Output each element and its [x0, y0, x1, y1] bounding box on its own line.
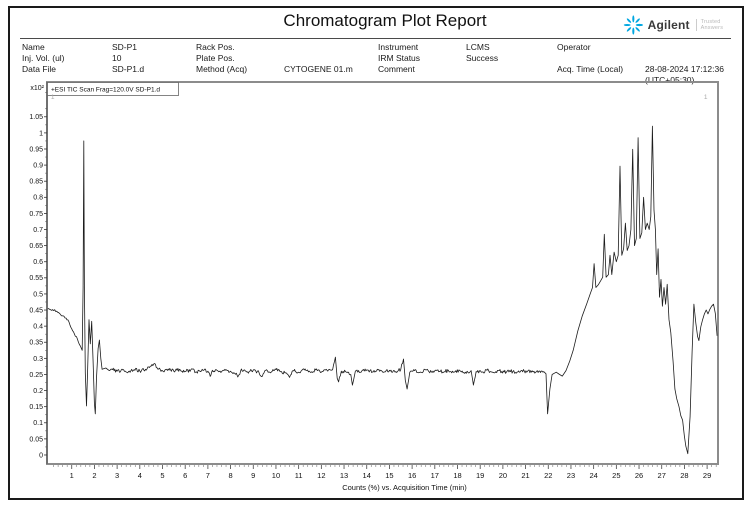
info-label: IRM Status — [378, 53, 421, 63]
y-tick-label: 0.15 — [29, 404, 43, 412]
y-tick-label: 0.6 — [33, 259, 43, 267]
info-value: Success — [466, 53, 499, 63]
x-tick-label: 17 — [430, 471, 439, 480]
x-tick-label: 14 — [362, 471, 371, 480]
x-tick-label: 1 — [69, 471, 74, 480]
y-tick-label: 0.35 — [29, 339, 43, 347]
y-tick-label: 0 — [39, 452, 43, 460]
y-tick-label: 0.55 — [29, 275, 43, 283]
info-value: LCMS — [466, 42, 490, 52]
info-label: Comment — [378, 64, 415, 74]
info-label: Inj. Vol. (ul) — [22, 53, 65, 63]
x-tick-label: 26 — [634, 471, 644, 480]
info-label: Rack Pos. — [196, 42, 235, 52]
x-tick-label: 8 — [228, 471, 233, 480]
x-tick-label: 29 — [702, 471, 712, 480]
x-tick-label: 15 — [385, 471, 394, 480]
y-tick-label: 0.7 — [33, 226, 43, 234]
y-tick-label: 0.2 — [33, 387, 43, 395]
y-tick-label: 1.05 — [29, 114, 43, 122]
y-tick-label: 0.65 — [29, 243, 43, 251]
x-tick-label: 13 — [339, 471, 349, 480]
y-scale-label: x10² — [30, 85, 44, 92]
y-tick-label: 0.95 — [29, 146, 43, 154]
x-tick-label: 4 — [137, 471, 142, 480]
info-label: Method (Acq) — [196, 64, 248, 74]
x-tick-label: 27 — [657, 471, 666, 480]
x-tick-label: 6 — [183, 471, 188, 480]
x-tick-label: 7 — [205, 471, 210, 480]
info-label: Data File — [22, 64, 57, 74]
x-tick-label: 12 — [317, 471, 326, 480]
y-tick-label: 0.5 — [33, 291, 43, 299]
x-tick-label: 2 — [92, 471, 97, 480]
y-tick-label: 0.75 — [29, 210, 43, 218]
y-tick-label: 0.85 — [29, 178, 43, 186]
info-label: Plate Pos. — [196, 53, 235, 63]
info-value: SD-P1.d — [112, 64, 145, 74]
y-tick-label: 0.25 — [29, 371, 43, 379]
x-tick-label: 16 — [407, 471, 417, 480]
x-tick-label: 22 — [544, 471, 553, 480]
x-tick-label: 5 — [160, 471, 165, 480]
x-tick-label: 25 — [612, 471, 621, 480]
x-tick-label: 18 — [453, 471, 462, 480]
y-tick-label: 0.3 — [33, 355, 43, 363]
plot-frame — [47, 82, 718, 464]
y-tick-label: 0.9 — [33, 162, 43, 170]
y-tick-label: 0.1 — [33, 420, 43, 428]
x-tick-label: 28 — [680, 471, 689, 480]
info-label: Acq. Time (Local) — [557, 64, 624, 74]
x-axis-title: Counts (%) vs. Acquisition Time (min) — [342, 483, 467, 492]
page-title: Chromatogram Plot Report — [283, 11, 487, 30]
x-tick-label: 11 — [294, 471, 303, 480]
y-tick-label: 0.8 — [33, 194, 43, 202]
y-tick-label: 0.4 — [33, 323, 43, 331]
region-label: 1 — [703, 94, 708, 101]
agilent-brand-text: Agilent — [647, 18, 690, 32]
x-tick-label: 23 — [566, 471, 576, 480]
region-label: 1 — [50, 94, 55, 101]
x-tick-label: 24 — [589, 471, 598, 480]
y-tick-label: 1 — [39, 130, 43, 138]
x-tick-label: 20 — [498, 471, 508, 480]
info-label: Operator — [557, 42, 591, 52]
info-label: Instrument — [378, 42, 419, 52]
x-tick-label: 21 — [521, 471, 530, 480]
info-value: SD-P1 — [112, 42, 138, 52]
y-tick-label: 0.05 — [29, 436, 43, 444]
info-label: Name — [22, 42, 45, 52]
x-tick-label: 19 — [476, 471, 485, 480]
info-value: 10 — [112, 53, 122, 63]
agilent-tagline: Trusted Answers — [700, 19, 724, 31]
x-tick-label: 9 — [251, 471, 256, 480]
x-tick-label: 3 — [115, 471, 120, 480]
info-value: 28-08-2024 17:12:36 (UTC+05:30) — [645, 64, 727, 85]
x-tick-label: 10 — [271, 471, 281, 480]
trace-annotation-text: +ESI TIC Scan Frag=120.0V SD-P1.d — [51, 86, 160, 94]
info-value: CYTOGENE 01.m — [284, 64, 353, 74]
y-tick-label: 0.45 — [29, 307, 43, 315]
tic-trace — [48, 126, 717, 454]
